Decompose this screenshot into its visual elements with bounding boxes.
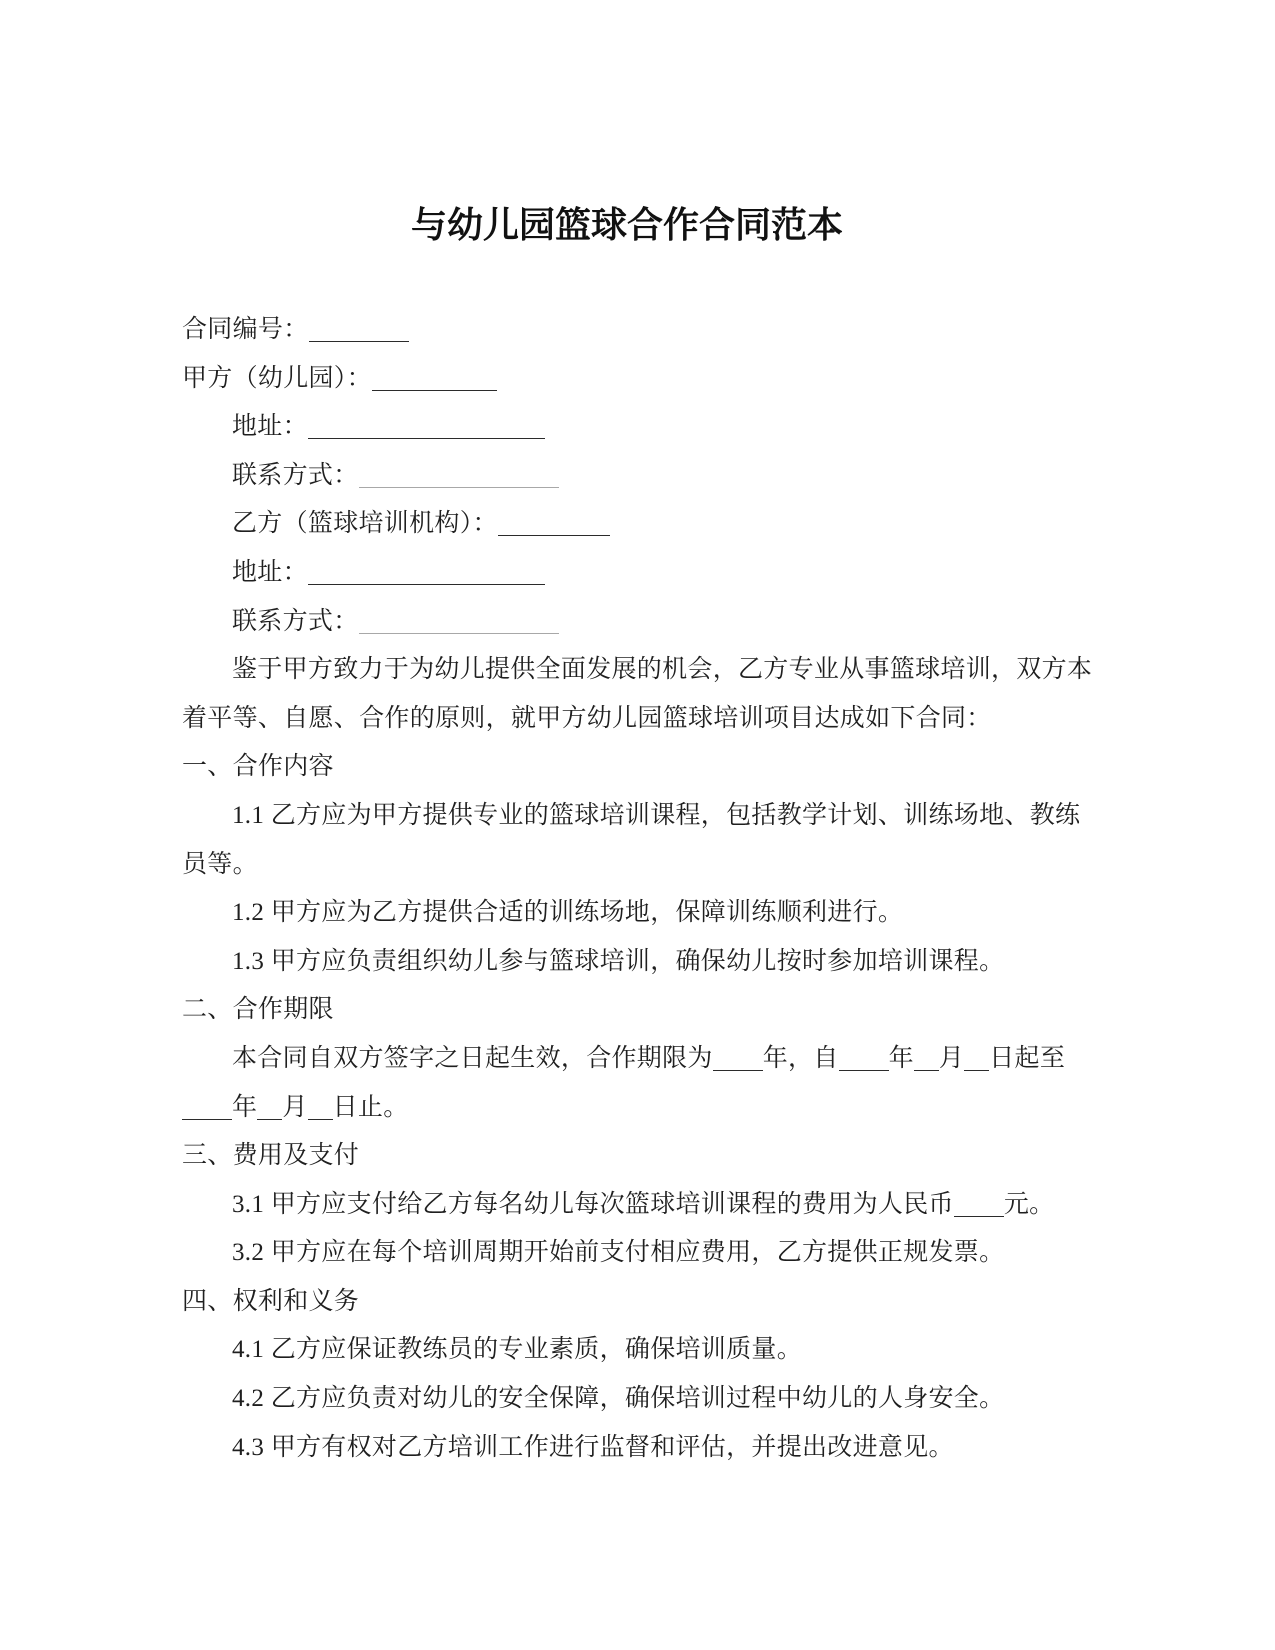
blank-underline bbox=[359, 609, 559, 634]
blank-underline bbox=[182, 1095, 232, 1120]
doc-line-para bbox=[182, 889, 1142, 938]
blank-underline bbox=[713, 1046, 763, 1071]
text-run: 1.1 乙方应为甲方提供专业的篮球培训课程，包括教学计划、训练场地、教练 bbox=[232, 801, 1081, 829]
text-run: 三、费用及支付 bbox=[182, 1142, 360, 1170]
doc-line-para bbox=[182, 938, 1142, 987]
doc-line-field bbox=[182, 549, 1142, 598]
doc-line-cont bbox=[182, 695, 1142, 744]
doc-line-field bbox=[182, 452, 1142, 501]
text-run: 年，自 bbox=[762, 1044, 839, 1072]
blank-underline bbox=[914, 1046, 939, 1071]
doc-line-para bbox=[182, 1229, 1142, 1278]
doc-line-para bbox=[182, 792, 1142, 841]
blank-underline bbox=[498, 512, 611, 537]
text-run: 一、合作内容 bbox=[182, 753, 334, 781]
text-run: 元。 bbox=[1003, 1190, 1055, 1218]
doc-line-para bbox=[182, 1424, 1142, 1473]
text-run: 四、权利和义务 bbox=[182, 1287, 360, 1315]
doc-line-para bbox=[182, 1375, 1142, 1424]
text-run: 1.2 甲方应为乙方提供合适的训练场地，保障训练顺利进行。 bbox=[232, 899, 904, 927]
text-run: 日起至 bbox=[989, 1044, 1066, 1072]
doc-line-heading bbox=[182, 743, 1142, 792]
text-run: 日止。 bbox=[332, 1093, 409, 1121]
blank-underline bbox=[308, 560, 546, 585]
document-title: 与幼儿园篮球合作合同范本 bbox=[410, 205, 843, 245]
text-run: 3.2 甲方应在每个培训周期开始前支付相应费用，乙方提供正规发票。 bbox=[232, 1239, 1005, 1267]
text-run: 月 bbox=[938, 1044, 965, 1072]
text-run: 年 bbox=[888, 1044, 914, 1072]
doc-line-field bbox=[182, 306, 1142, 355]
doc-line-field bbox=[182, 500, 1142, 549]
text-run: 地址： bbox=[232, 413, 308, 441]
doc-line-field bbox=[182, 403, 1142, 452]
text-run: 联系方式： bbox=[232, 461, 359, 489]
text-run: 二、合作期限 bbox=[182, 996, 334, 1024]
blank-underline bbox=[309, 317, 409, 342]
text-run: 4.2 乙方应负责对幼儿的安全保障，确保培训过程中幼儿的人身安全。 bbox=[232, 1385, 1005, 1413]
text-run: 员等。 bbox=[182, 850, 258, 878]
text-run: 1.3 甲方应负责组织幼儿参与篮球培训，确保幼儿按时参加培训课程。 bbox=[232, 947, 1005, 975]
doc-line-para bbox=[182, 1326, 1142, 1375]
blank-underline bbox=[839, 1046, 889, 1071]
blank-underline bbox=[308, 1095, 333, 1120]
doc-line-heading bbox=[182, 1132, 1142, 1181]
blank-underline bbox=[964, 1046, 989, 1071]
text-run: 联系方式： bbox=[232, 607, 359, 635]
text-run: 着平等、自愿、合作的原则，就甲方幼儿园篮球培训项目达成如下合同： bbox=[182, 704, 992, 732]
text-run: 4.1 乙方应保证教练员的专业素质，确保培训质量。 bbox=[232, 1336, 803, 1364]
text-run: 甲方（幼儿园）： bbox=[182, 364, 372, 392]
text-run: 乙方（篮球培训机构）： bbox=[232, 510, 498, 538]
text-run: 3.1 甲方应支付给乙方每名幼儿每次篮球培训课程的费用为人民币 bbox=[232, 1190, 954, 1218]
doc-line-para bbox=[182, 1035, 1142, 1084]
blank-underline bbox=[359, 463, 559, 488]
doc-line-cont bbox=[182, 1084, 1142, 1133]
text-run: 鉴于甲方致力于为幼儿提供全面发展的机会，乙方专业从事篮球培训，双方本 bbox=[232, 656, 1093, 684]
blank-underline bbox=[372, 366, 497, 391]
blank-underline bbox=[257, 1095, 282, 1120]
text-run: 本合同自双方签字之日起生效，合作期限为 bbox=[232, 1044, 713, 1072]
doc-line-field bbox=[182, 598, 1142, 647]
text-run: 年 bbox=[232, 1093, 258, 1121]
blank-underline bbox=[308, 414, 546, 439]
doc-line-heading bbox=[182, 986, 1142, 1035]
text-run: 月 bbox=[282, 1093, 308, 1121]
text-run: 地址： bbox=[232, 558, 308, 586]
doc-line-para bbox=[182, 646, 1142, 695]
doc-line-cont bbox=[182, 841, 1142, 890]
blank-underline bbox=[954, 1192, 1004, 1217]
document-lines bbox=[182, 306, 1142, 1472]
doc-line-para bbox=[182, 1181, 1142, 1230]
doc-line-field bbox=[182, 355, 1142, 404]
text-run: 4.3 甲方有权对乙方培训工作进行监督和评估，并提出改进意见。 bbox=[232, 1433, 954, 1461]
text-run: 合同编号： bbox=[182, 316, 309, 343]
doc-line-heading bbox=[182, 1278, 1142, 1327]
